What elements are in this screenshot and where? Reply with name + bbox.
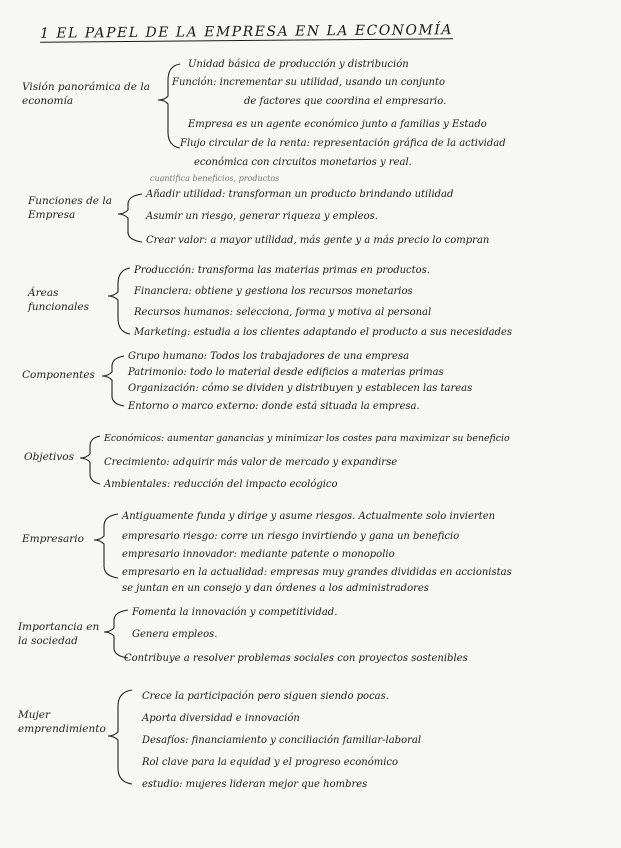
list-item: Función: incrementar su utilidad, usando un conjunto bbox=[172, 77, 445, 88]
section-label-text: Empresario bbox=[22, 533, 84, 545]
section-label-objetivos bbox=[24, 450, 74, 464]
section-label-funciones bbox=[28, 194, 118, 222]
list-item: Organización: cómo se dividen y distribuyen y establecen las tareas bbox=[128, 383, 473, 394]
section-label-text: Componentes bbox=[22, 369, 95, 381]
list-item: Entorno o marco externo: donde está situada la empresa. bbox=[128, 401, 420, 412]
list-item: Marketing: estudia a los clientes adaptando el producto a sus necesidades bbox=[134, 327, 513, 338]
list-item: Grupo humano: Todos los trabajadores de una empresa bbox=[128, 351, 410, 362]
list-item: Rol clave para la equidad y el progreso económico bbox=[142, 757, 399, 768]
faint-note: cuantifica beneficios, productos bbox=[150, 174, 280, 183]
section-label-text: Visión panorámica de la economía bbox=[22, 81, 150, 107]
section-label-text: Importancia en la sociedad bbox=[18, 621, 100, 647]
list-item: Añadir utilidad: transforman un producto brindando utilidad bbox=[146, 189, 454, 200]
section-label-empresario bbox=[22, 532, 84, 546]
list-item: Empresa es un agente económico junto a familias y Estado bbox=[188, 119, 487, 130]
brace-icon bbox=[108, 268, 130, 334]
section-label-areas bbox=[28, 286, 108, 314]
list-item: Ambientales: reducción del impacto ecológico bbox=[104, 479, 338, 490]
list-item: Financiera: obtiene y gestiona los recursos monetarios bbox=[134, 286, 413, 297]
list-item: se juntan en un consejo y dan órdenes a los administradores bbox=[122, 583, 429, 594]
list-item: empresario riesgo: corre un riesgo invirtiendo y gana un beneficio bbox=[122, 531, 460, 542]
list-item: empresario innovador: mediante patente o monopolio bbox=[122, 549, 395, 560]
list-item: económica con circuitos monetarios y real. bbox=[194, 157, 412, 168]
section-label-text: Mujer emprendimiento bbox=[18, 709, 106, 735]
list-item: Contribuye a resolver problemas sociales con proyectos sostenibles bbox=[124, 653, 468, 664]
brace-icon bbox=[94, 514, 118, 578]
list-item: Fomenta la innovación y competitividad. bbox=[132, 607, 338, 618]
list-item: Crecimiento: adquirir más valor de mercado y expandirse bbox=[104, 457, 398, 468]
section-label-text: Áreas funcionales bbox=[28, 287, 89, 313]
list-item: Antiguamente funda y dirige y asume riesgos. Actualmente solo invierten bbox=[122, 511, 496, 522]
section-label-importancia bbox=[18, 620, 108, 648]
list-item: estudio: mujeres lideran mejor que hombres bbox=[142, 779, 368, 790]
list-item: empresario en la actualidad: empresas muy grandes divididas en accionistas bbox=[122, 567, 512, 578]
brace-icon bbox=[108, 690, 132, 784]
section-label-componentes bbox=[22, 368, 95, 382]
list-item: Asumir un riesgo, generar riqueza y empleos. bbox=[146, 211, 378, 222]
list-item: Producción: transforma las materias primas en productos. bbox=[134, 265, 431, 276]
list-item: Desafíos: financiamiento y conciliación familiar-laboral bbox=[142, 735, 422, 746]
list-item: Flujo circular de la renta: representación gráfica de la actividad bbox=[180, 138, 506, 149]
list-item: Económicos: aumentar ganancias y minimizar los costes para maximizar su beneficio bbox=[104, 433, 510, 444]
list-item: de factores que coordina el empresario. bbox=[244, 96, 447, 107]
page-title: 1 EL PAPEL DE LA EMPRESA EN LA ECONOMÍA bbox=[39, 22, 454, 42]
list-item: Crear valor: a mayor utilidad, más gente y a más precio lo compran bbox=[146, 235, 490, 246]
list-item: Recursos humanos: selecciona, forma y motiva al personal bbox=[134, 307, 432, 318]
list-item: Crece la participación pero siguen siendo pocas. bbox=[142, 691, 389, 702]
list-item: Aporta diversidad e innovación bbox=[142, 713, 300, 724]
brace-icon bbox=[80, 436, 100, 484]
brace-icon bbox=[118, 194, 142, 242]
list-item: Patrimonio: todo lo material desde edificios a materias primas bbox=[128, 367, 444, 378]
section-label-text: Funciones de la Empresa bbox=[28, 195, 112, 221]
brace-icon bbox=[102, 356, 124, 406]
section-label-mujer bbox=[18, 708, 118, 736]
list-item: Genera empleos. bbox=[132, 629, 218, 640]
section-label-text: Objetivos bbox=[24, 451, 75, 463]
list-item: Unidad básica de producción y distribución bbox=[188, 59, 409, 70]
section-label-vision bbox=[22, 80, 162, 108]
